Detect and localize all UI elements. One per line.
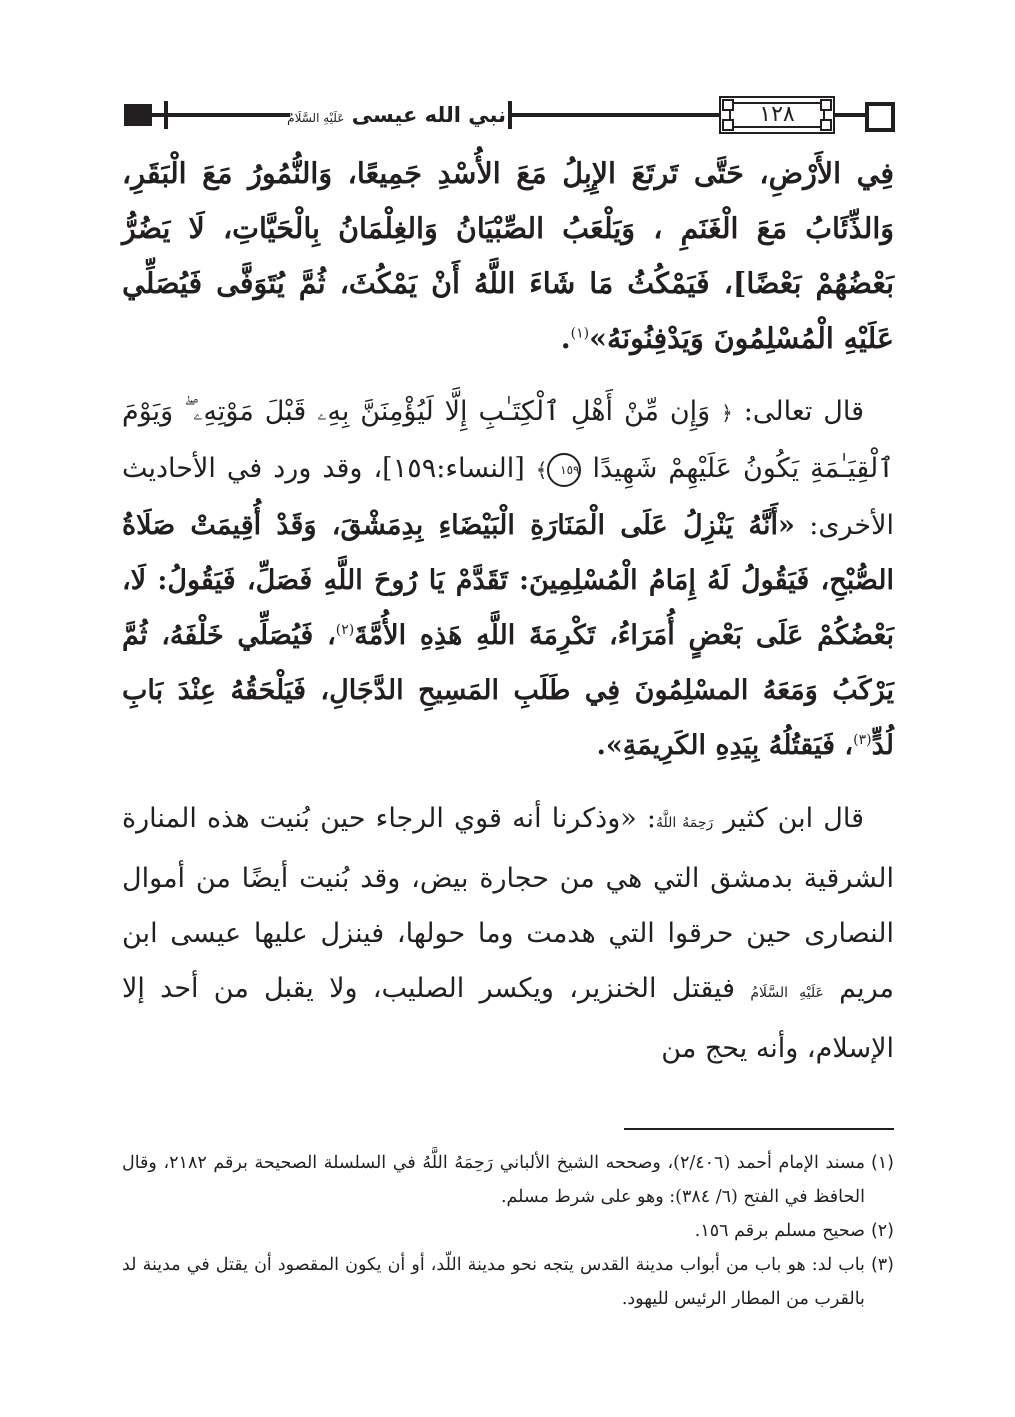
header-rule-middle: [511, 113, 719, 117]
footnote-separator: [624, 1128, 894, 1130]
header-title-text: نبي الله عيسى: [351, 103, 506, 127]
quran-verse: وَإِن مِّنْ أَهْلِ ٱلْكِتَـٰبِ إِلَّا لَيُؤْمِنَنَّ بِهِۦ قَبْلَ مَوْتِهِۦ ۖ وَيَوْمَ ٱلْقِيَـٰمَةِ يَكُونُ عَلَيْهِمْ شَهِيدًا: [122, 396, 894, 484]
footnote-ref-2: (٢): [335, 622, 355, 638]
header-rule-left: [152, 113, 290, 117]
hadith-text: «أَنَّهُ يَنْزِلُ عَلَى الْمَنَارَةِ الْبَيْضَاءِ بِدِمَشْقَ، وَقَدْ أُقِيمَتْ صَلَاةُ الصُّبْحِ، فَيَقُولُ لَهُ إِمَامُ الْمُسْلِمِينَ: تَقَدَّمْ يَا رُوحَ اللَّهِ فَصَلِّ، فَيَقُولُ: لَا، بَعْضُكُمْ عَلَى بَعْضٍ أُمَرَاءُ، تَكْرِمَةَ اللَّهِ هَذِهِ الأُمَّةَ: [122, 510, 894, 651]
paragraph-1-end: .: [560, 321, 571, 355]
verse-reference: [النساء:١٥٩]، وقد ورد في الأحاديث الأخرى:: [122, 453, 894, 541]
footnote-1: [122, 1146, 894, 1214]
page-number: ١٢٨: [759, 102, 795, 127]
verse-paragraph: [122, 384, 894, 773]
quote-text: : «وذكرنا أنه قوي الرجاء حين بُنيت هذه المنارة الشرقية بدمشق التي هي من حجارة بيض، وقد بُنيت أيضًا من أموال النصارى حين حرقوا التي هدمت وما حولها، فينزل عليها عيسى ابن مريم: [122, 803, 894, 1004]
quote-honorific-2: عَلَيْهِ السَّلَامُ: [750, 985, 824, 1001]
header-title: [287, 99, 506, 131]
footnote-number: (١): [870, 1153, 894, 1173]
header-ornament-box: [865, 102, 895, 132]
footnote-text: باب لد: هو باب من أبواب مدينة القدس يتجه نحو مدينة اللّد، أو أن يكون المقصود أن يقتل في مدينة لد بالقرب من المطار الرئيس لليهود.: [122, 1255, 865, 1309]
footnote-3: [122, 1248, 894, 1316]
hadith-text-end: ، فَيَقتُلُهُ بِيَدِهِ الكَرِيمَةِ».: [596, 730, 854, 761]
header-ornament-block: [124, 104, 152, 126]
footnote-number: (٢): [870, 1221, 894, 1241]
footnotes: [122, 1146, 894, 1316]
footnote-text: مسند الإمام أحمد (٢/٤٠٦)، وصححه الشيخ الألباني رَحِمَهُ اللَّهُ في السلسلة الصحيحة برقم ٢١٨٢، وقال الحافظ في الفتح (٦/ ٣٨٤): وهو على شرط مسلم.: [122, 1153, 865, 1207]
quran-open-bracket: ﴿: [721, 401, 733, 425]
hadith-text-cont: ، فَيُصَلِّي خَلْفَهُ، ثُمَّ يَرْكَبُ وَمَعَهُ المسْلِمُونَ فِي طَلَبِ المَسِيحِ الدَّجَالِ، فَيَلْحَقُهُ عِنْدَ بَابِ لُدٍّ: [122, 620, 894, 761]
header-rule-right: [835, 113, 865, 117]
header-honorific: عَلَيْهِ السَّلَامُ: [287, 111, 345, 125]
footnote-ref-1: (١): [570, 325, 590, 342]
page-number-frame: [719, 96, 835, 134]
footnote-text: صحيح مسلم برقم ١٥٦.: [694, 1221, 865, 1241]
body-text: [122, 140, 894, 1076]
quran-close-bracket: ﴾: [535, 458, 548, 482]
footnote-number: (٣): [870, 1255, 894, 1275]
quote-intro: قال ابن كثير: [723, 803, 865, 834]
paragraph-1-text: فِي الأَرْضِ، حَتَّى تَرتَعَ الإِبِلُ مَعَ الأُسْدِ جَمِيعًا، وَالنُّمُورُ مَعَ الْبَقَرِ، وَالذِّئَابُ مَعَ الْغَنَمِ ، وَيَلْعَبُ الصِّبْيَانُ وَالغِلْمَانُ بِالْحَيَّاتِ، لَا يَضُرُّ بَعْضُهُمْ بَعْضًا]، فَيَمْكُثُ مَا شَاءَ اللَّهُ أَنْ يَمْكُثَ، ثُمَّ يُتَوَفَّى فَيُصَلِّي عَلَيْهِ الْمُسْلِمُونَ وَيَدْفِنُونَهُ»: [122, 156, 894, 355]
footnote-2: [122, 1214, 894, 1248]
running-header: [122, 96, 894, 136]
ayah-number-mark: ١٥٩: [547, 453, 581, 487]
verse-intro: قال تعالى:: [743, 396, 865, 427]
footnote-ref-3: (٣): [853, 732, 872, 748]
header-ornament-tick: [164, 101, 168, 129]
quote-text-2: فيقتل الخنزير، ويكسر الصليب، ولا يقبل من أحد إلا الإسلام، وأنه يحج من: [122, 973, 894, 1064]
ibn-kathir-paragraph: [122, 791, 894, 1076]
hadith-paragraph-1: [122, 146, 894, 366]
quote-honorific: رَحِمَهُ اللَّهُ: [655, 815, 714, 831]
